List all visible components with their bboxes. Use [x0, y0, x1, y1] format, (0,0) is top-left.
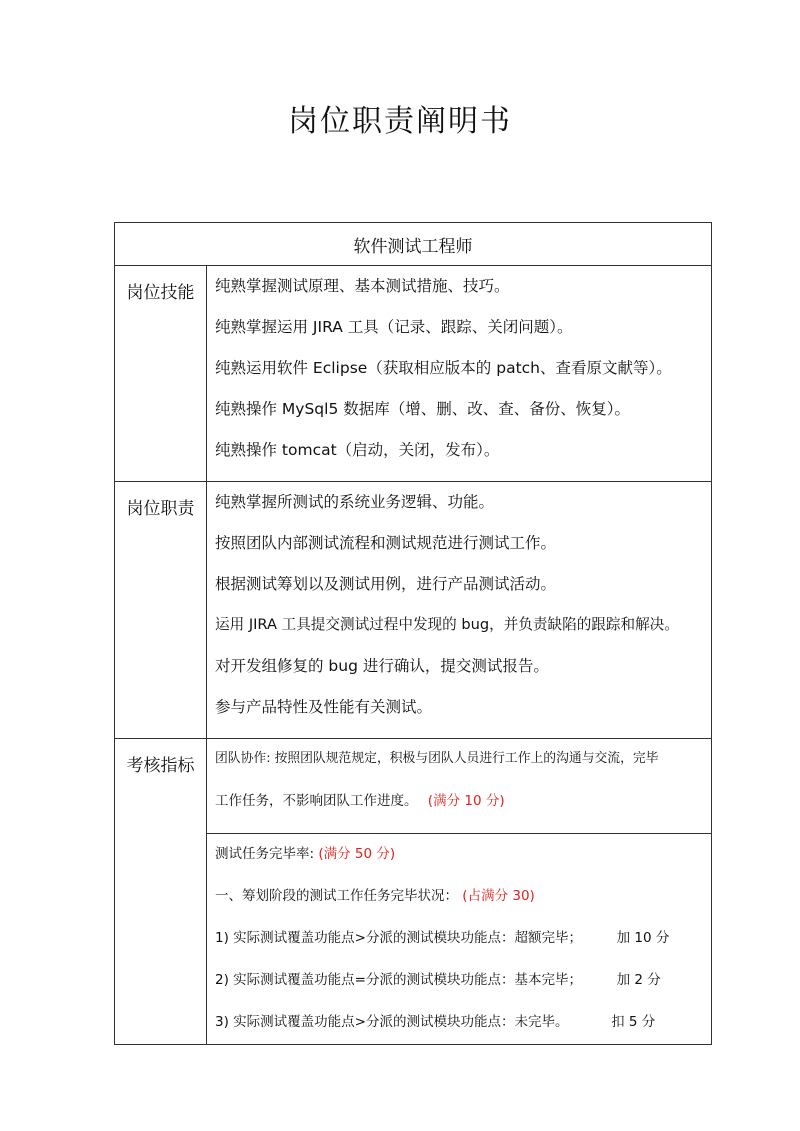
completion-item [215, 970, 711, 1012]
completion-item-text: 1) 实际测试覆盖功能点>分派的测试模块功能点：超额完毕； [215, 930, 582, 946]
completion-item-text: 2) 实际测试覆盖功能点=分派的测试模块功能点：基本完毕； [215, 972, 582, 988]
assessment-label: 考核指标 [115, 739, 207, 1045]
duty-item: 按照团队内部测试流程和测试规范进行测试工作。 [215, 534, 557, 552]
teamwork-line-2 [215, 791, 711, 833]
role-title: 软件测试工程师 [115, 223, 712, 266]
duties-row [115, 482, 712, 739]
completion-criterion [207, 834, 712, 1045]
duty-item: 运用 JIRA 工具提交测试过程中发现的 bug，并负责缺陷的跟踪和解决。 [215, 616, 679, 633]
completion-item [215, 1012, 711, 1044]
teamwork-criterion [207, 739, 712, 834]
skills-row [115, 266, 712, 482]
skills-list [207, 266, 712, 482]
skill-item: 纯熟掌握测试原理、基本测试措施、技巧。 [215, 277, 510, 295]
skills-label: 岗位技能 [115, 266, 207, 482]
skill-item: 纯熟操作 tomcat（启动，关闭，发布）。 [215, 441, 500, 459]
completion-heading [215, 844, 711, 886]
teamwork-line-1: 团队协作: 按照团队规范规定，积极与团队人员进行工作上的沟通与交流，完毕 [215, 751, 659, 766]
completion-sub-heading-text: 一、筹划阶段的测试工作任务完毕状况： [215, 888, 458, 904]
duties-label: 岗位职责 [115, 482, 207, 739]
completion-sub-heading [215, 886, 711, 928]
job-description-table [114, 222, 712, 1045]
skill-item: 纯熟操作 MySql5 数据库（增、删、改、查、备份、恢复）。 [215, 400, 630, 418]
completion-heading-text: 测试任务完毕率: [215, 846, 315, 862]
completion-item-score: 扣 5 分 [611, 1014, 656, 1030]
completion-item-text: 3) 实际测试覆盖功能点>分派的测试模块功能点：未完毕。 [215, 1014, 569, 1030]
document-title: 岗位职责阐明书 [288, 104, 512, 139]
duty-item: 根据测试筹划以及测试用例，进行产品测试活动。 [215, 575, 557, 593]
skill-item: 纯熟运用软件 Eclipse（获取相应版本的 patch、查看原文献等）。 [215, 359, 672, 377]
completion-item [215, 928, 711, 970]
teamwork-text: 工作任务，不影响团队工作进度。 [215, 793, 418, 809]
duties-list [207, 482, 712, 739]
duty-item: 对开发组修复的 bug 进行确认，提交测试报告。 [215, 657, 549, 675]
completion-item-score: 加 2 分 [616, 972, 661, 988]
duty-item: 纯熟掌握所测试的系统业务逻辑、功能。 [215, 493, 495, 511]
duty-item: 参与产品特性及性能有关测试。 [215, 698, 433, 716]
skill-item: 纯熟掌握运用 JIRA 工具（记录、跟踪、关闭问题）。 [215, 318, 573, 336]
completion-sub-score: (占满分 30) [462, 888, 535, 904]
teamwork-score: (满分 10 分) [427, 793, 505, 809]
completion-heading-score: (满分 50 分) [318, 846, 396, 862]
completion-item-score: 加 10 分 [616, 930, 670, 946]
role-header-row [115, 223, 712, 266]
assessment-row-teamwork [115, 739, 712, 834]
